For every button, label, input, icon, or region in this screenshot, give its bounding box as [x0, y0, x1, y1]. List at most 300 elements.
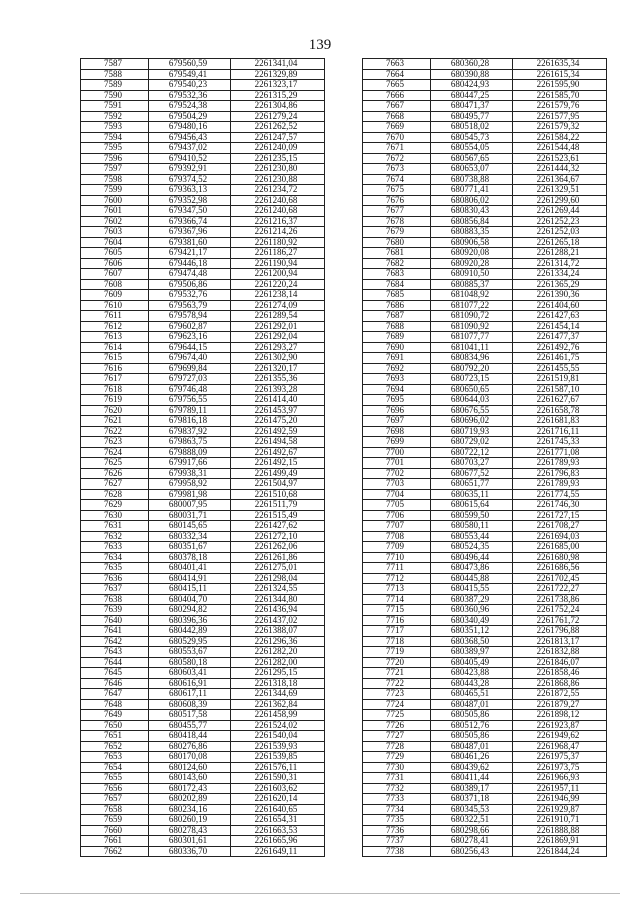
y-coordinate-cell: 2261364,67	[513, 174, 607, 185]
table-row	[363, 416, 607, 427]
y-coordinate-cell: 2261587,10	[513, 384, 607, 395]
x-coordinate-cell: 679392,91	[149, 164, 231, 175]
coordinates-table-left	[80, 58, 325, 857]
x-coordinate-cell: 679578,94	[149, 311, 231, 322]
y-coordinate-cell: 2261663,53	[231, 825, 325, 836]
x-coordinate-cell: 680920,28	[431, 258, 513, 269]
y-coordinate-cell: 2261292,04	[231, 332, 325, 343]
point-number-cell: 7617	[81, 374, 149, 385]
point-number-cell: 7678	[363, 216, 431, 227]
x-coordinate-cell: 680806,02	[431, 195, 513, 206]
point-number-cell: 7656	[81, 783, 149, 794]
table-row	[363, 563, 607, 574]
y-coordinate-cell: 2261444,32	[513, 164, 607, 175]
point-number-cell: 7653	[81, 752, 149, 763]
x-coordinate-cell: 679532,76	[149, 290, 231, 301]
y-coordinate-cell: 2261318,18	[231, 678, 325, 689]
x-coordinate-cell: 680906,58	[431, 237, 513, 248]
y-coordinate-cell: 2261180,92	[231, 237, 325, 248]
point-number-cell: 7664	[363, 69, 431, 80]
x-coordinate-cell: 680580,11	[431, 521, 513, 532]
table-row	[81, 269, 325, 280]
point-number-cell: 7726	[363, 720, 431, 731]
point-number-cell: 7665	[363, 80, 431, 91]
table-row	[81, 426, 325, 437]
point-number-cell: 7700	[363, 447, 431, 458]
point-number-cell: 7635	[81, 563, 149, 574]
y-coordinate-cell: 2261240,68	[231, 206, 325, 217]
y-coordinate-cell: 2261649,11	[231, 846, 325, 857]
y-coordinate-cell: 2261888,88	[513, 825, 607, 836]
point-number-cell: 7692	[363, 363, 431, 374]
point-number-cell: 7598	[81, 174, 149, 185]
y-coordinate-cell: 2261454,14	[513, 321, 607, 332]
y-coordinate-cell: 2261390,36	[513, 290, 607, 301]
point-number-cell: 7590	[81, 90, 149, 101]
point-number-cell: 7672	[363, 153, 431, 164]
x-coordinate-cell: 680442,89	[149, 626, 231, 637]
y-coordinate-cell: 2261968,47	[513, 741, 607, 752]
point-number-cell: 7719	[363, 647, 431, 658]
table-row	[81, 815, 325, 826]
y-coordinate-cell: 2261620,14	[231, 794, 325, 805]
x-coordinate-cell: 680404,70	[149, 594, 231, 605]
point-number-cell: 7677	[363, 206, 431, 217]
table-row	[363, 804, 607, 815]
table-row	[81, 699, 325, 710]
x-coordinate-cell: 680719,93	[431, 426, 513, 437]
point-number-cell: 7636	[81, 573, 149, 584]
x-coordinate-cell: 680424,93	[431, 80, 513, 91]
table-row	[363, 290, 607, 301]
x-coordinate-cell: 679789,11	[149, 405, 231, 416]
x-coordinate-cell: 680294,82	[149, 605, 231, 616]
table-row	[81, 237, 325, 248]
table-row	[81, 258, 325, 269]
point-number-cell: 7624	[81, 447, 149, 458]
x-coordinate-cell: 679563,79	[149, 300, 231, 311]
point-number-cell: 7613	[81, 332, 149, 343]
point-number-cell: 7587	[81, 59, 149, 70]
y-coordinate-cell: 2261879,27	[513, 699, 607, 710]
point-number-cell: 7641	[81, 626, 149, 637]
x-coordinate-cell: 679938,31	[149, 468, 231, 479]
y-coordinate-cell: 2261685,00	[513, 542, 607, 553]
point-number-cell: 7602	[81, 216, 149, 227]
point-number-cell: 7628	[81, 489, 149, 500]
x-coordinate-cell: 680351,12	[431, 626, 513, 637]
y-coordinate-cell: 2261577,95	[513, 111, 607, 122]
x-coordinate-cell: 679816,18	[149, 416, 231, 427]
table-row	[81, 437, 325, 448]
table-row	[81, 132, 325, 143]
x-coordinate-cell: 680439,62	[431, 762, 513, 773]
table-row	[363, 626, 607, 637]
y-coordinate-cell: 2261727,15	[513, 510, 607, 521]
point-number-cell: 7734	[363, 804, 431, 815]
point-number-cell: 7618	[81, 384, 149, 395]
point-number-cell: 7724	[363, 699, 431, 710]
y-coordinate-cell: 2261355,36	[231, 374, 325, 385]
table-row	[363, 374, 607, 385]
y-coordinate-cell: 2261681,83	[513, 416, 607, 427]
point-number-cell: 7622	[81, 426, 149, 437]
y-coordinate-cell: 2261789,93	[513, 458, 607, 469]
y-coordinate-cell: 2261252,03	[513, 227, 607, 238]
table-row	[363, 825, 607, 836]
y-coordinate-cell: 2261492,76	[513, 342, 607, 353]
table-row	[81, 122, 325, 133]
table-row	[363, 143, 607, 154]
x-coordinate-cell: 680651,77	[431, 479, 513, 490]
point-number-cell: 7721	[363, 668, 431, 679]
y-coordinate-cell: 2261746,30	[513, 500, 607, 511]
table-row	[81, 69, 325, 80]
y-coordinate-cell: 2261579,32	[513, 122, 607, 133]
x-coordinate-cell: 680124,60	[149, 762, 231, 773]
coordinates-table-right	[362, 58, 607, 857]
point-number-cell: 7698	[363, 426, 431, 437]
point-number-cell: 7596	[81, 153, 149, 164]
table-row	[81, 563, 325, 574]
x-coordinate-cell: 680415,55	[431, 584, 513, 595]
point-number-cell: 7717	[363, 626, 431, 637]
point-number-cell: 7703	[363, 479, 431, 490]
table-row	[81, 363, 325, 374]
point-number-cell: 7616	[81, 363, 149, 374]
y-coordinate-cell: 2261910,71	[513, 815, 607, 826]
x-coordinate-cell: 680332,34	[149, 531, 231, 542]
x-coordinate-cell: 680885,37	[431, 279, 513, 290]
table-row	[81, 552, 325, 563]
x-coordinate-cell: 679863,75	[149, 437, 231, 448]
point-number-cell: 7691	[363, 353, 431, 364]
y-coordinate-cell: 2261627,67	[513, 395, 607, 406]
y-coordinate-cell: 2261427,62	[231, 521, 325, 532]
table-row	[363, 185, 607, 196]
table-row	[363, 332, 607, 343]
y-coordinate-cell: 2261832,88	[513, 647, 607, 658]
y-coordinate-cell: 2261274,09	[231, 300, 325, 311]
table-row	[363, 353, 607, 364]
x-coordinate-cell: 680445,88	[431, 573, 513, 584]
table-row	[363, 479, 607, 490]
y-coordinate-cell: 2261966,93	[513, 773, 607, 784]
footer-divider	[20, 893, 620, 894]
table-row	[81, 101, 325, 112]
y-coordinate-cell: 2261640,65	[231, 804, 325, 815]
x-coordinate-cell: 680677,52	[431, 468, 513, 479]
point-number-cell: 7689	[363, 332, 431, 343]
table-row	[363, 689, 607, 700]
x-coordinate-cell: 680465,51	[431, 689, 513, 700]
table-row	[363, 269, 607, 280]
point-number-cell: 7645	[81, 668, 149, 679]
y-coordinate-cell: 2261477,37	[513, 332, 607, 343]
table-row	[363, 594, 607, 605]
table-row	[363, 668, 607, 679]
point-number-cell: 7713	[363, 584, 431, 595]
point-number-cell: 7697	[363, 416, 431, 427]
point-number-cell: 7708	[363, 531, 431, 542]
point-number-cell: 7661	[81, 836, 149, 847]
table-row	[363, 258, 607, 269]
table-row	[81, 279, 325, 290]
table-row	[81, 741, 325, 752]
y-coordinate-cell: 2261492,15	[231, 458, 325, 469]
y-coordinate-cell: 2261590,31	[231, 773, 325, 784]
table-row	[81, 846, 325, 857]
x-coordinate-cell: 680322,51	[431, 815, 513, 826]
x-coordinate-cell: 680495,77	[431, 111, 513, 122]
x-coordinate-cell: 680722,12	[431, 447, 513, 458]
x-coordinate-cell: 680608,39	[149, 699, 231, 710]
table-row	[81, 143, 325, 154]
point-number-cell: 7620	[81, 405, 149, 416]
x-coordinate-cell: 680389,97	[431, 647, 513, 658]
table-row	[363, 122, 607, 133]
point-number-cell: 7608	[81, 279, 149, 290]
x-coordinate-cell: 680545,73	[431, 132, 513, 143]
x-coordinate-cell: 679549,41	[149, 69, 231, 80]
y-coordinate-cell: 2261265,18	[513, 237, 607, 248]
y-coordinate-cell: 2261404,60	[513, 300, 607, 311]
y-coordinate-cell: 2261603,62	[231, 783, 325, 794]
table-row	[81, 195, 325, 206]
x-coordinate-cell: 679410,52	[149, 153, 231, 164]
table-row	[81, 542, 325, 553]
table-row	[363, 521, 607, 532]
x-coordinate-cell: 680172,43	[149, 783, 231, 794]
y-coordinate-cell: 2261579,76	[513, 101, 607, 112]
point-number-cell: 7662	[81, 846, 149, 857]
x-coordinate-cell: 680834,96	[431, 353, 513, 364]
point-number-cell: 7707	[363, 521, 431, 532]
y-coordinate-cell: 2261275,01	[231, 563, 325, 574]
point-number-cell: 7658	[81, 804, 149, 815]
y-coordinate-cell: 2261872,55	[513, 689, 607, 700]
x-coordinate-cell: 680554,05	[431, 143, 513, 154]
point-number-cell: 7591	[81, 101, 149, 112]
x-coordinate-cell: 680234,16	[149, 804, 231, 815]
x-coordinate-cell: 680401,41	[149, 563, 231, 574]
table-row	[81, 731, 325, 742]
y-coordinate-cell: 2261475,20	[231, 416, 325, 427]
y-coordinate-cell: 2261511,79	[231, 500, 325, 511]
y-coordinate-cell: 2261957,11	[513, 783, 607, 794]
x-coordinate-cell: 680455,77	[149, 720, 231, 731]
point-number-cell: 7684	[363, 279, 431, 290]
x-coordinate-cell: 679727,03	[149, 374, 231, 385]
y-coordinate-cell: 2261702,45	[513, 573, 607, 584]
table-row	[81, 447, 325, 458]
y-coordinate-cell: 2261523,61	[513, 153, 607, 164]
y-coordinate-cell: 2261813,17	[513, 636, 607, 647]
table-row	[363, 647, 607, 658]
y-coordinate-cell: 2261680,98	[513, 552, 607, 563]
table-row	[363, 762, 607, 773]
point-number-cell: 7612	[81, 321, 149, 332]
point-number-cell: 7674	[363, 174, 431, 185]
x-coordinate-cell: 679374,52	[149, 174, 231, 185]
x-coordinate-cell: 679888,09	[149, 447, 231, 458]
point-number-cell: 7663	[363, 59, 431, 70]
x-coordinate-cell: 680830,43	[431, 206, 513, 217]
y-coordinate-cell: 2261771,08	[513, 447, 607, 458]
point-number-cell: 7639	[81, 605, 149, 616]
table-row	[363, 773, 607, 784]
x-coordinate-cell: 680443,28	[431, 678, 513, 689]
point-number-cell: 7599	[81, 185, 149, 196]
y-coordinate-cell: 2261923,87	[513, 720, 607, 731]
y-coordinate-cell: 2261186,27	[231, 248, 325, 259]
x-coordinate-cell: 680723,15	[431, 374, 513, 385]
point-number-cell: 7652	[81, 741, 149, 752]
x-coordinate-cell: 680617,11	[149, 689, 231, 700]
x-coordinate-cell: 680553,44	[431, 531, 513, 542]
y-coordinate-cell: 2261365,29	[513, 279, 607, 290]
point-number-cell: 7604	[81, 237, 149, 248]
table-row	[363, 836, 607, 847]
table-row	[363, 174, 607, 185]
point-number-cell: 7607	[81, 269, 149, 280]
table-row	[81, 510, 325, 521]
y-coordinate-cell: 2261334,24	[513, 269, 607, 280]
y-coordinate-cell: 2261654,31	[231, 815, 325, 826]
y-coordinate-cell: 2261898,12	[513, 710, 607, 721]
point-number-cell: 7681	[363, 248, 431, 259]
point-number-cell: 7644	[81, 657, 149, 668]
table-row	[363, 615, 607, 626]
table-row	[363, 101, 607, 112]
point-number-cell: 7637	[81, 584, 149, 595]
table-row	[363, 468, 607, 479]
y-coordinate-cell: 2261388,07	[231, 626, 325, 637]
x-coordinate-cell: 681090,72	[431, 311, 513, 322]
x-coordinate-cell: 680378,18	[149, 552, 231, 563]
x-coordinate-cell: 680599,50	[431, 510, 513, 521]
y-coordinate-cell: 2261868,86	[513, 678, 607, 689]
y-coordinate-cell: 2261455,55	[513, 363, 607, 374]
table-row	[81, 248, 325, 259]
y-coordinate-cell: 2261745,33	[513, 437, 607, 448]
point-number-cell: 7610	[81, 300, 149, 311]
y-coordinate-cell: 2261510,68	[231, 489, 325, 500]
y-coordinate-cell: 2261946,99	[513, 794, 607, 805]
x-coordinate-cell: 680278,41	[431, 836, 513, 847]
table-row	[81, 468, 325, 479]
x-coordinate-cell: 680389,17	[431, 783, 513, 794]
x-coordinate-cell: 680603,41	[149, 668, 231, 679]
point-number-cell: 7600	[81, 195, 149, 206]
table-row	[363, 794, 607, 805]
y-coordinate-cell: 2261304,86	[231, 101, 325, 112]
y-coordinate-cell: 2261708,27	[513, 521, 607, 532]
table-row	[81, 416, 325, 427]
table-row	[81, 479, 325, 490]
table-row	[81, 164, 325, 175]
x-coordinate-cell: 679958,92	[149, 479, 231, 490]
x-coordinate-cell: 680676,55	[431, 405, 513, 416]
x-coordinate-cell: 680368,50	[431, 636, 513, 647]
x-coordinate-cell: 680567,65	[431, 153, 513, 164]
table-row	[81, 615, 325, 626]
y-coordinate-cell: 2261216,37	[231, 216, 325, 227]
x-coordinate-cell: 680505,86	[431, 731, 513, 742]
x-coordinate-cell: 680340,49	[431, 615, 513, 626]
table-row	[81, 90, 325, 101]
x-coordinate-cell: 680276,86	[149, 741, 231, 752]
table-row	[363, 783, 607, 794]
table-row	[363, 132, 607, 143]
x-coordinate-cell: 680336,70	[149, 846, 231, 857]
table-row	[363, 90, 607, 101]
x-coordinate-cell: 680387,29	[431, 594, 513, 605]
table-row	[363, 542, 607, 553]
y-coordinate-cell: 2261796,88	[513, 626, 607, 637]
x-coordinate-cell: 681090,92	[431, 321, 513, 332]
point-number-cell: 7701	[363, 458, 431, 469]
table-row	[81, 174, 325, 185]
y-coordinate-cell: 2261658,78	[513, 405, 607, 416]
y-coordinate-cell: 2261515,49	[231, 510, 325, 521]
point-number-cell: 7657	[81, 794, 149, 805]
point-number-cell: 7619	[81, 395, 149, 406]
x-coordinate-cell: 679532,36	[149, 90, 231, 101]
y-coordinate-cell: 2261344,69	[231, 689, 325, 700]
table-row	[363, 437, 607, 448]
table-row	[81, 605, 325, 616]
table-row	[363, 605, 607, 616]
y-coordinate-cell: 2261329,89	[231, 69, 325, 80]
point-number-cell: 7682	[363, 258, 431, 269]
point-number-cell: 7676	[363, 195, 431, 206]
point-number-cell: 7611	[81, 311, 149, 322]
point-number-cell: 7720	[363, 657, 431, 668]
table-row	[363, 657, 607, 668]
table-row	[363, 573, 607, 584]
x-coordinate-cell: 680415,11	[149, 584, 231, 595]
point-number-cell: 7694	[363, 384, 431, 395]
y-coordinate-cell: 2261774,55	[513, 489, 607, 500]
x-coordinate-cell: 680360,28	[431, 59, 513, 70]
y-coordinate-cell: 2261492,67	[231, 447, 325, 458]
y-coordinate-cell: 2261752,24	[513, 605, 607, 616]
y-coordinate-cell: 2261584,22	[513, 132, 607, 143]
y-coordinate-cell: 2261929,87	[513, 804, 607, 815]
y-coordinate-cell: 2261635,34	[513, 59, 607, 70]
table-row	[363, 531, 607, 542]
point-number-cell: 7648	[81, 699, 149, 710]
table-row	[363, 741, 607, 752]
point-number-cell: 7621	[81, 416, 149, 427]
table-row	[363, 458, 607, 469]
x-coordinate-cell: 680143,60	[149, 773, 231, 784]
table-row	[81, 584, 325, 595]
y-coordinate-cell: 2261302,90	[231, 353, 325, 364]
y-coordinate-cell: 2261540,04	[231, 731, 325, 742]
y-coordinate-cell: 2261615,34	[513, 69, 607, 80]
x-coordinate-cell: 679446,18	[149, 258, 231, 269]
point-number-cell: 7737	[363, 836, 431, 847]
x-coordinate-cell: 680524,35	[431, 542, 513, 553]
point-number-cell: 7699	[363, 437, 431, 448]
table-row	[81, 836, 325, 847]
table-row	[81, 405, 325, 416]
table-row	[363, 636, 607, 647]
y-coordinate-cell: 2261323,17	[231, 80, 325, 91]
y-coordinate-cell: 2261393,28	[231, 384, 325, 395]
